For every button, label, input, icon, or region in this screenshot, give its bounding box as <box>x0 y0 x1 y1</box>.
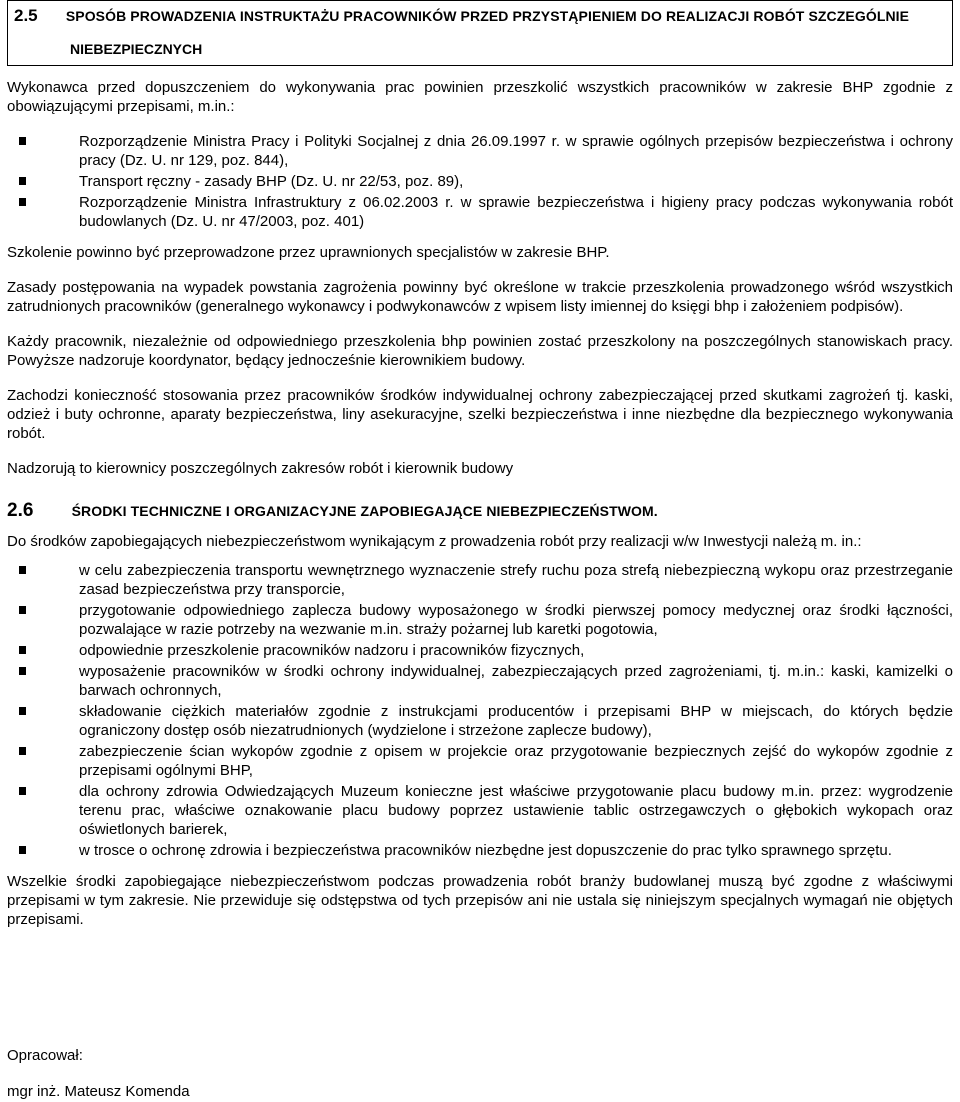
list-item: zabezpieczenie ścian wykopów zgodnie z opisem w projekcie oraz przygotowanie bezpiecznych zejść do wykopów zgodnie z przepisami ogólnymi BHP, <box>7 742 953 780</box>
section-title-continued: NIEBEZPIECZNYCH <box>70 41 203 57</box>
document-page <box>7 0 953 945</box>
list-item: wyposażenie pracowników w środki ochrony indywidualnej, zabezpieczających przed zagrożeniami, tj. m.in.: kaski, kamizelki o barwach ochronnych, <box>7 662 953 700</box>
section-number: 2.6 <box>7 500 34 521</box>
intro-paragraph: Do środków zapobiegających niebezpieczeństwom wynikającym z prowadzenia robót przy realizacji w/w Inwestycji należą m. in.: <box>7 533 862 550</box>
list-item: przygotowanie odpowiedniego zaplecza budowy wyposażonego w środki pierwszej pomocy medycznej oraz środki łączności, pozwalające w razie potrzeby na wezwanie m.in. straży pożarnej lub karetki pogotowia, <box>7 601 953 639</box>
list-item: w celu zabezpieczenia transportu wewnętrznego wyznaczenie strefy ruchu poza strefą niebezpieczną wykopu oraz przestrzeganie zasad bezpieczeństwa przy transporcie, <box>7 561 953 599</box>
list-item: dla ochrony zdrowia Odwiedzających Muzeum konieczne jest właściwe przygotowanie placu budowy m.in. przez: wygrodzenie terenu prac, właściwe oznakowanie placu budowy poprzez ustawienie tablic ostrzegawczych o głębokich wykopach oraz oświetlonych barierek, <box>7 782 953 839</box>
list-item: Rozporządzenie Ministra Pracy i Polityki Socjalnej z dnia 26.09.1997 r. w sprawie ogólnych przepisów bezpieczeństwa i ochrony pracy (Dz. U. nr 129, poz. 844), <box>7 132 953 170</box>
list-item: składowanie ciężkich materiałów zgodnie z instrukcjami producentów i przepisami BHP w miejscach, do których będzie ograniczony dostęp osób niezatrudnionych (wydzielone i strzeżone zaplecze budowy), <box>7 702 953 740</box>
author-name: mgr inż. Mateusz Komenda <box>7 1083 190 1100</box>
section-2-6-heading <box>7 498 953 526</box>
paragraph: Zasady postępowania na wypadek powstania zagrożenia powinny być określone w trakcie przeszkolenia prowadzonego wśród wszystkich zatrudnionych pracowników (generalnego wykonawcy i podwykonawców z wpisem listy imiennej do księgi bhp i założeniem podpisów). <box>7 279 953 315</box>
regulations-list <box>7 132 953 231</box>
intro-paragraph: Wykonawca przed dopuszczeniem do wykonywania prac powinien przeszkolić wszystkich pracowników w zakresie BHP zgodnie z obowiązującymi przepisami, m.in.: <box>7 79 953 115</box>
paragraph: Zachodzi konieczność stosowania przez pracowników środków indywidualnej ochrony zabezpieczającej przed skutkami zagrożeń tj. kaski, odzież i buty ochronne, aparaty bezpieczeństwa, liny asekuracyjne, szelki bezpieczeństwa i inne niezbędne dla bezpiecznego wykonywania robót. <box>7 387 953 442</box>
prepared-by-label: Opracował: <box>7 1047 83 1064</box>
list-item: Transport ręczny - zasady BHP (Dz. U. nr 22/53, poz. 89), <box>7 172 953 191</box>
section-title: SPOSÓB PROWADZENIA INSTRUKTAŻU PRACOWNIKÓW PRZED PRZYSTĄPIENIEM DO REALIZACJI ROBÓT SZCZEGÓLNIE <box>65 8 910 24</box>
paragraph: Nadzorują to kierownicy poszczególnych zakresów robót i kierownik budowy <box>7 460 514 477</box>
closing-paragraph: Wszelkie środki zapobiegające niebezpieczeństwom podczas prowadzenia robót branży budowlanej muszą być zgodne z właściwymi przepisami w tym zakresie. Nie przewiduje się odstępstwa od tych przepisów ani nie ustala się niniejszym specjalnych wymagań nie objętych przepisami. <box>7 873 953 928</box>
list-item: w trosce o ochronę zdrowia i bezpieczeństwa pracowników niezbędne jest dopuszczenie do prac tylko sprawnego sprzętu. <box>7 841 953 860</box>
paragraph: Każdy pracownik, niezależnie od odpowiedniego przeszkolenia bhp powinien zostać przeszkolony na poszczególnych stanowiskach pracy. Powyższe nadzoruje koordynator, będący jednocześnie kierownikiem budowy. <box>7 333 953 369</box>
list-item: odpowiednie przeszkolenie pracowników nadzoru i pracowników fizycznych, <box>7 641 953 660</box>
section-number: 2.5 <box>14 6 38 25</box>
section-title: ŚRODKI TECHNICZNE I ORGANIZACYJNE ZAPOBIEGAJĄCE NIEBEZPIECZEŃSTWOM. <box>71 503 658 519</box>
section-2-5-heading <box>7 0 953 66</box>
measures-list <box>7 561 953 860</box>
paragraph: Szkolenie powinno być przeprowadzone przez uprawnionych specjalistów w zakresie BHP. <box>7 244 610 261</box>
list-item: Rozporządzenie Ministra Infrastruktury z 06.02.2003 r. w sprawie bezpieczeństwa i higieny pracy podczas wykonywania robót budowlanych (Dz. U. nr 47/2003, poz. 401) <box>7 193 953 231</box>
